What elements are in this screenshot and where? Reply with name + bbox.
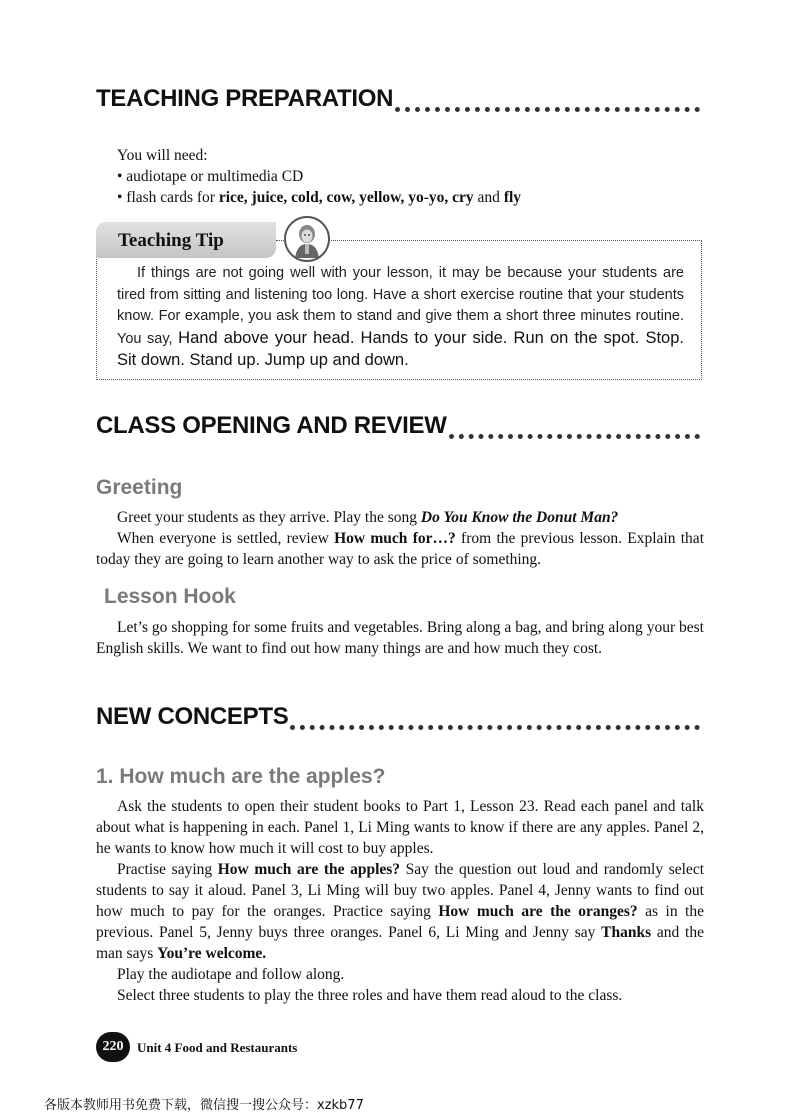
- section-heading-new-concepts: [96, 704, 700, 730]
- section-title: TEACHING PREPARATION: [96, 85, 394, 112]
- materials-intro: You will need:: [117, 147, 208, 164]
- lesson-hook-title: Lesson Hook: [104, 585, 236, 608]
- materials-item: • flash cards for rice, juice, cold, cow, yellow, yo-yo, cry and fly: [117, 189, 522, 206]
- unit-label: Unit 4 Food and Restaurants: [137, 1040, 298, 1055]
- teaching-tip-rule: [276, 240, 702, 241]
- teacher-avatar-icon: [284, 216, 330, 262]
- teaching-tip-tab: [96, 222, 276, 258]
- section-heading-class-opening: [96, 413, 700, 439]
- how-much-apples-title: 1. How much are the apples?: [96, 765, 386, 788]
- materials-list: [117, 145, 697, 208]
- paragraph: Practise saying How much are the apples? Say the question out loud and randomly select students to say it aloud. Panel 3, Li Ming will buy two apples. Panel 4, Jenny wants to find out how much to pay for the oranges. Practice saying How much are the oranges? as in the previous. Panel 5, Jenny buys three oranges. Panel 6, Li Ming and Jenny say Thanks and the man says You’re welcome.: [96, 861, 704, 962]
- new-concepts-text: [96, 796, 704, 1006]
- paragraph: Select three students to play the three roles and have them read aloud to the class.: [117, 987, 623, 1004]
- greeting-title: Greeting: [96, 476, 183, 499]
- dotted-rule: [449, 434, 700, 439]
- dotted-rule: [290, 725, 700, 730]
- section-title: NEW CONCEPTS: [96, 703, 289, 730]
- paragraph: Greet your students as they arrive. Play the song Do You Know the Donut Man?: [117, 509, 619, 526]
- teaching-tip-label: Teaching Tip: [118, 230, 224, 251]
- section-heading-teaching-preparation: [96, 86, 700, 112]
- teaching-tip-text: If things are not going well with your lesson, it may be because your students are tired from sitting and listening too long. Have a short exercise routine that your students know. For example, you ask them to stand and give them a short three minutes routine. You say, Hand above your head. Hands to your side. Run on the spot. Stop. Sit down. Stand up. Jump up and down.: [117, 265, 684, 369]
- greeting-text: [96, 507, 704, 570]
- dotted-rule: [395, 107, 700, 112]
- download-note: 各版本教师用书免费下载，微信搜一搜公众号：xzkb77: [44, 1098, 364, 1113]
- page-number: 220: [96, 1032, 130, 1062]
- lesson-hook-text: [96, 617, 704, 659]
- section-title: CLASS OPENING AND REVIEW: [96, 412, 447, 439]
- paragraph: Let’s go shopping for some fruits and vegetables. Bring along a bag, and bring along your best English skills. We want to find out how many things are and how much they cost.: [96, 619, 704, 657]
- paragraph: Ask the students to open their student books to Part 1, Lesson 23. Read each panel and talk about what is happening in each. Panel 1, Li Ming wants to know if there are any apples. Panel 2, he wants to know how much it will cost to buy apples.: [96, 798, 704, 857]
- paragraph: When everyone is settled, review How much for…? from the previous lesson. Explain that today they are going to learn another way to ask the price of something.: [96, 530, 704, 568]
- paragraph: Play the audiotape and follow along.: [117, 966, 345, 983]
- materials-item: • audiotape or multimedia CD: [117, 168, 304, 185]
